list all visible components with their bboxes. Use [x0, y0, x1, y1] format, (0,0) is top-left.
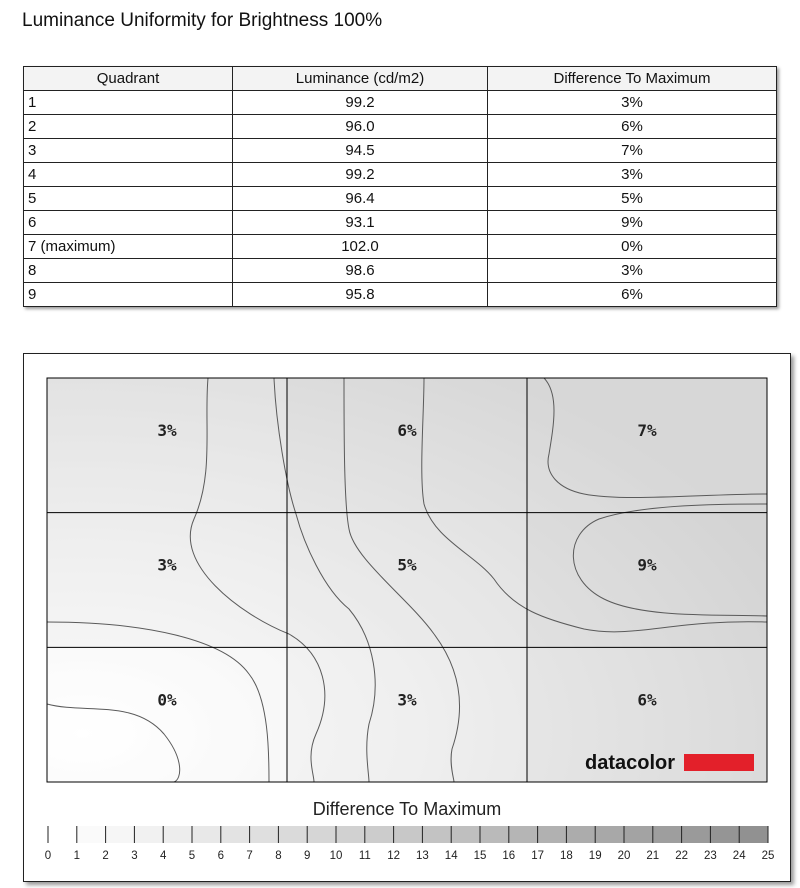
scale-tick-label: 13 — [416, 850, 429, 862]
uniformity-chart-panel — [23, 353, 791, 882]
color-scale-title: Difference To Maximum — [312, 799, 502, 819]
table-row — [24, 283, 777, 307]
scale-tick-label: 6 — [217, 850, 225, 862]
scale-tick-label: 25 — [761, 850, 775, 862]
luminance-table — [23, 66, 777, 307]
scale-swatch — [682, 826, 711, 843]
heatmap-cell — [47, 647, 287, 782]
table-row — [24, 235, 777, 259]
scale-swatch — [595, 826, 624, 843]
scale-swatch — [48, 826, 77, 843]
scale-swatch — [624, 826, 653, 843]
scale-swatch — [365, 826, 394, 843]
cell-label: 6% — [637, 690, 657, 710]
luminance-cell: 96.4 — [233, 187, 488, 211]
scale-swatch — [422, 826, 451, 843]
difference-cell: 0% — [488, 235, 777, 259]
luminance-cell: 93.1 — [233, 211, 488, 235]
luminance-cell: 99.2 — [233, 163, 488, 187]
scale-swatch — [480, 826, 509, 843]
quadrant-cell: 6 — [24, 211, 233, 235]
scale-swatch — [538, 826, 567, 843]
scale-swatch — [250, 826, 279, 843]
luminance-cell: 99.2 — [233, 91, 488, 115]
heatmap-cell — [287, 513, 527, 648]
scale-swatch — [163, 826, 192, 843]
scale-tick-label: 18 — [560, 850, 573, 862]
quadrant-cell: 4 — [24, 163, 233, 187]
scale-swatch — [106, 826, 135, 843]
cell-label: 5% — [397, 555, 417, 575]
heatmap-cell — [287, 378, 527, 513]
scale-swatch — [394, 826, 423, 843]
scale-tick-label: 23 — [704, 850, 717, 862]
difference-cell: 6% — [488, 115, 777, 139]
page-title: Luminance Uniformity for Brightness 100% — [22, 10, 383, 31]
scale-tick-label: 2 — [102, 850, 109, 862]
scale-swatch — [221, 826, 250, 843]
luminance-cell: 98.6 — [233, 259, 488, 283]
scale-tick-label: 14 — [444, 850, 458, 862]
scale-swatch — [710, 826, 739, 843]
cell-label: 7% — [637, 421, 657, 440]
difference-cell: 9% — [488, 211, 777, 235]
luminance-cell: 94.5 — [233, 139, 488, 163]
heatmap-cell — [527, 513, 767, 648]
scale-tick-label: 11 — [358, 850, 371, 862]
difference-cell: 3% — [488, 163, 777, 187]
cell-label: 9% — [637, 555, 657, 575]
cell-label: 3% — [157, 421, 177, 440]
table-row — [24, 211, 777, 235]
table-row — [24, 259, 777, 283]
quadrant-cell: 5 — [24, 187, 233, 211]
scale-swatch — [307, 826, 336, 843]
color-scale — [48, 826, 768, 843]
scale-tick-label: 15 — [473, 850, 487, 862]
difference-cell: 3% — [488, 91, 777, 115]
scale-tick-label: 20 — [617, 850, 631, 862]
scale-swatch — [77, 826, 106, 843]
scale-tick-label: 22 — [675, 850, 688, 862]
table-row — [24, 115, 777, 139]
scale-swatch — [566, 826, 595, 843]
table-row — [24, 91, 777, 115]
scale-tick-label: 17 — [531, 850, 544, 862]
table-row — [24, 163, 777, 187]
quadrant-cell: 8 — [24, 259, 233, 283]
scale-swatch — [739, 826, 768, 843]
scale-tick-label: 0 — [44, 850, 52, 862]
difference-cell: 3% — [488, 259, 777, 283]
scale-tick-label: 7 — [246, 850, 253, 862]
scale-tick-label: 1 — [73, 850, 81, 862]
scale-swatch — [134, 826, 163, 843]
heatmap-cell — [527, 378, 767, 513]
heatmap-cell — [47, 513, 287, 648]
scale-tick-label: 10 — [329, 850, 343, 862]
scale-tick-label: 16 — [502, 850, 516, 862]
scale-swatch — [192, 826, 221, 843]
column-header-quadrant: Quadrant — [24, 67, 233, 91]
table-header-row — [24, 67, 777, 91]
scale-tick-label: 9 — [303, 850, 311, 862]
luminance-cell: 96.0 — [233, 115, 488, 139]
quadrant-cell: 3 — [24, 139, 233, 163]
quadrant-cell: 7 (maximum) — [24, 235, 233, 259]
scale-tick-label: 19 — [588, 850, 602, 862]
column-header-luminance: Luminance (cd/m2) — [233, 67, 488, 91]
cell-label: 3% — [157, 555, 177, 575]
column-header-difference: Difference To Maximum — [488, 67, 777, 91]
quadrant-cell: 1 — [24, 91, 233, 115]
table-row — [24, 187, 777, 211]
scale-tick-label: 3 — [131, 850, 138, 862]
table-row — [24, 139, 777, 163]
scale-swatch — [451, 826, 480, 843]
difference-cell: 7% — [488, 139, 777, 163]
scale-swatch — [653, 826, 682, 843]
scale-tick-label: 5 — [188, 850, 196, 862]
scale-swatch — [509, 826, 538, 843]
scale-tick-label: 12 — [387, 850, 400, 862]
scale-swatch — [278, 826, 307, 843]
difference-cell: 6% — [488, 283, 777, 307]
cell-label: 6% — [397, 421, 417, 440]
quadrant-cell: 2 — [24, 115, 233, 139]
luminance-cell: 102.0 — [233, 235, 488, 259]
cell-label: 3% — [397, 690, 417, 710]
scale-tick-label: 4 — [159, 850, 167, 862]
scale-swatch — [336, 826, 365, 843]
scale-tick-label: 8 — [275, 850, 282, 862]
scale-tick-label: 21 — [646, 850, 660, 862]
logo-accent-bar — [684, 754, 754, 771]
logo-text: datacolor — [585, 752, 676, 774]
heatmap-cell — [47, 378, 287, 513]
scale-tick-label: 24 — [732, 850, 746, 862]
cell-label: 0% — [157, 690, 177, 710]
datacolor-logo — [585, 752, 754, 774]
quadrant-cell: 9 — [24, 283, 233, 307]
luminance-cell: 95.8 — [233, 283, 488, 307]
difference-cell: 5% — [488, 187, 777, 211]
